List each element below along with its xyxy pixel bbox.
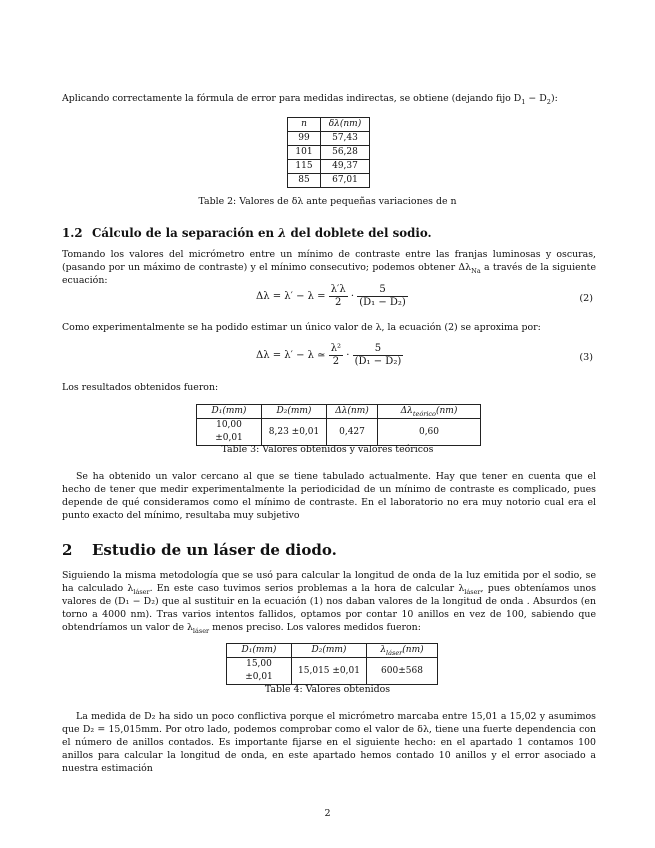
equation-number: (2) — [579, 293, 593, 304]
paragraph-1: Tomando los valores del micrómetro entre un mínimo de contraste entre las franjas luminosas y oscuras,(pasando por un máximo de contraste) y el mínimo consecutivo; podemos obtener $\Delta\lambda_{Na}$ a través de la siguiente ecuación: — [62, 249, 596, 287]
equation-lhs: Δλ = λ′ − λ = — [256, 291, 329, 302]
equation-number: (3) — [579, 352, 593, 363]
equation-lhs: Δλ = λ′ − λ ≃ — [256, 350, 329, 361]
table-row: 10,00 ±0,01 8,23 ±0,01 0,427 0,60 — [197, 419, 481, 446]
intro-paragraph: Aplicando correctamente la fórmula de error para medidas indirectas, se obtiene (dejando fijo $D_1 - D_2$): — [62, 93, 558, 106]
table-2-caption: Table 2: Valores de δλ ante pequeñas variaciones de n — [198, 196, 457, 207]
table-row: 85 67,01 — [288, 174, 370, 188]
table-2 — [287, 117, 370, 188]
table-header: δλ(nm) — [321, 118, 370, 132]
document-page: Aplicando correctamente la fórmula de error para medidas indirectas, se obtiene (dejando fijo $D_1 - D_2$): n δλ(nm) 99 57,43 101 56,28 115 49,37 85 67,01 Table 2: Valores de δλ ante pequeñas variaciones de n 1.2 Cálculo de la separación en λ del doblete del sodio. Tomando los valores del micrómetro entre un mínimo de contraste entre las franjas luminosas y oscuras,(pasando por un máximo de contraste) y el mínimo consecutivo; podemos obtener $\Delta\lambda_{Na}$ a través de la siguiente ecuación: Δλ = λ′ − λ = $\frac{\lambda'\lambda}{2}$ · $\frac{5}{\text{(D₁ − D₂)}}$ (2) Como experimentalmente se ha podido estimar un único valor de λ, la ecuación (2) se aproxima por: Δλ = λ′ − λ ≃ $\frac{\text{λ²}}{2}$ · $\frac{5}{\text{(D₁ − D₂)}}$ (3) Los resultados obtenidos fueron: D₁(mm) D₂(mm) Δλ(nm) $\Delta\lambda_{teórico}(nm)$ 10,00 ±0,01 8,23 ±0,01 0,427 0,60 Table 3: Valores obtenidos y valores teóricos Se ha obtenido un valor cercano al que se tiene tabulado actualmente. Hay que tener en cuenta que el hecho de tener que medir experimentalmente la periodicidad de un mínimo de contraste es complicado, pues depende de qué consideramos como el mínimo de contraste. En el laboratorio no era muy notorio cual era el punto exacto del mínimo, resultaba muy subjetivo 2 Estudio de un láser de diodo. Siguiendo la misma metodología que se usó para calcular la longitud de onda de la luz emitida por el sodio, se ha calculado $\lambda_{láser}$. En este caso tuvimos serios problemas a la hora de calcular $\lambda_{láser}$, pues obteníamos unos valores de (D₁ − D₂) que al sustituir en la ecuación (1) nos daban valores de la longitud de onda . Absurdos (en torno a 4000 nm). Tras varios intentos fallidos, optamos por contar 10 anillos en vez de 100, sabiendo que obtendríamos un valor de $\lambda_{láser}$ menos preciso. Los valores medidos fueron: D₁(mm) D₂(mm) $\lambda_{láser}(nm)$ 15,00 ±0,01 15,015 ±0,01 600±568 Table 4: Valores obtenidos La medida de D₂ ha sido un poco conflictiva porque el micrómetro marcaba entre 15,01 a 15,02 y asumimos que D₂ = 15,015mm. Por otro lado, podemos comprobar como el valor de δλ, tiene una fuerte dependencia con el número de anillos contados. Es importante fijarse en el siguiente hecho: en el apartado 1 contamos 100 anillos para calcular la longitud de onda, en este apartado hemos contado 10 anillos y el error asociado a nuestra estimación 2 — [0, 0, 655, 848]
table-header: D₂(mm) — [262, 405, 327, 419]
paragraph-5: Siguiendo la misma metodología que se usó para calcular la longitud de onda de la luz emitida por el sodio, se ha calculado $\lambda_{láser}$. En este caso tuvimos serios problemas a la hora de calcular $\lambda_{láser}$, pues obteníamos unos valores de (D₁ − D₂) que al sustituir en la ecuación (1) nos daban valores de la longitud de onda . Absurdos (en torno a 4000 nm). Tras varios intentos fallidos, optamos por contar 10 anillos en vez de 100, sabiendo que obtendríamos un valor de $\lambda_{láser}$ menos preciso. Los valores medidos fueron: — [62, 570, 596, 636]
section-heading-2: 2 Estudio de un láser de diodo. — [62, 541, 337, 559]
page-number: 2 — [324, 808, 331, 819]
table-header: Δλ(nm) — [327, 405, 378, 419]
paragraph-6: La medida de D₂ ha sido un poco conflictiva porque el micrómetro marcaba entre 15,01 a 15,02 y asumimos que D₂ = 15,015mm. Por otro lado, podemos comprobar como el valor de δλ, tiene una fuerte dependencia con el número de anillos contados. Es importante fijarse en el siguiente hecho: en el apartado 1 contamos 100 anillos para calcular la longitud de onda, en este apartado hemos contado 10 anillos y el error asociado a nuestra estimación — [62, 711, 596, 775]
table-row: 115 49,37 — [288, 160, 370, 174]
table-header: D₂(mm) — [292, 644, 367, 658]
fraction: $\frac{5}{\text{(D₁ − D₂)}}$ — [354, 343, 402, 367]
paragraph-3: Los resultados obtenidos fueron: — [62, 382, 219, 393]
table-header: D₁(mm) — [227, 644, 292, 658]
paragraph-4: Se ha obtenido un valor cercano al que se tiene tabulado actualmente. Hay que tener en cuenta que el hecho de tener que medir experimentalmente la periodicidad de un mínimo de contraste es complicado, pues depende de qué consideramos como el mínimo de contraste. En el laboratorio no era muy notorio cual era el punto exacto del mínimo, resultaba muy subjetivo — [62, 471, 596, 522]
section-heading-1-2: 1.2 Cálculo de la separación en λ del doblete del sodio. — [62, 226, 432, 240]
paragraph-2: Como experimentalmente se ha podido estimar un único valor de λ, la ecuación (2) se aproxima por: — [62, 322, 541, 333]
table-row: 15,00 ±0,01 15,015 ±0,01 600±568 — [227, 658, 438, 685]
fraction: $\frac{\text{λ²}}{2}$ — [330, 343, 342, 367]
table-row: 101 56,28 — [288, 146, 370, 160]
table-header: $\lambda_{láser}(nm)$ — [367, 644, 438, 658]
table-header: $\Delta\lambda_{teórico}(nm)$ — [378, 405, 481, 419]
table-4-caption: Table 4: Valores obtenidos — [264, 684, 391, 695]
fraction: $\frac{5}{\text{(D₁ − D₂)}}$ — [359, 284, 406, 308]
table-header: D₁(mm) — [197, 405, 262, 419]
fraction: $\frac{\lambda'\lambda}{2}$ — [330, 284, 346, 308]
table-4 — [226, 643, 438, 685]
table-header: n — [288, 118, 321, 132]
table-3-caption: Table 3: Valores obtenidos y valores teóricos — [221, 444, 434, 455]
table-row: 99 57,43 — [288, 132, 370, 146]
table-3 — [196, 404, 481, 446]
